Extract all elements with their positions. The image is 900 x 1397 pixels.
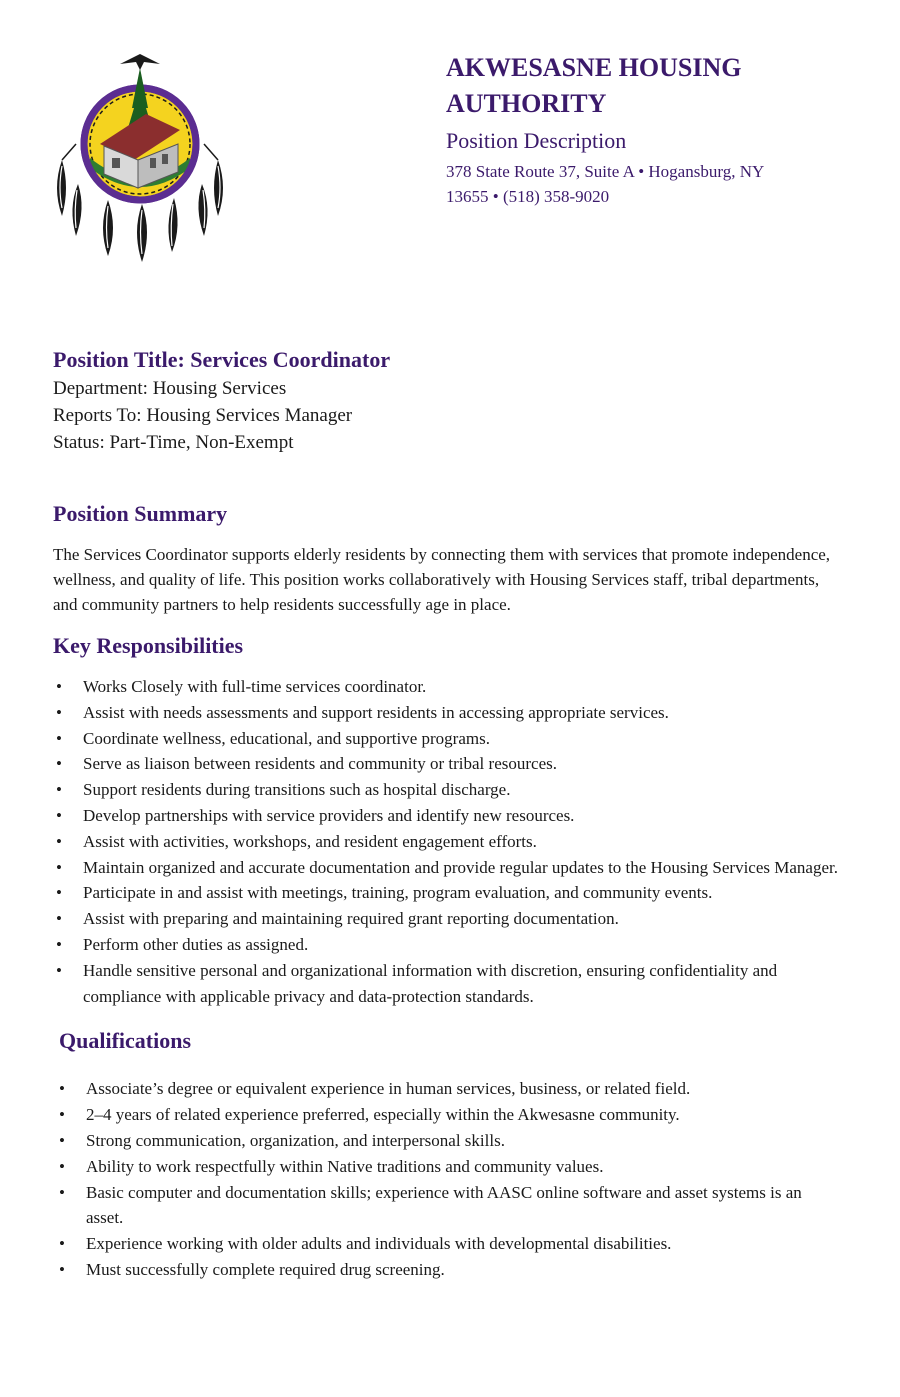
responsibilities-list [53, 674, 843, 1009]
bullet-icon: • [56, 754, 62, 774]
list-item: • Must successfully complete required drug screening. [56, 1257, 843, 1283]
bullet-icon: • [59, 1105, 65, 1125]
bullet-icon: • [56, 728, 62, 748]
reports-to: Reports To: Housing Services Manager [53, 405, 353, 426]
list-item: • Assist with preparing and maintaining required grant reporting documentation. [53, 906, 843, 932]
list-item: • Participate in and assist with meetings, training, program evaluation, and community events. [53, 880, 843, 906]
letterhead [446, 50, 866, 209]
document-body [53, 345, 843, 1283]
status: Status: Part-Time, Non-Exempt [53, 432, 294, 453]
bullet-icon: • [56, 960, 62, 980]
section-heading-responsibilities: Key Responsibilities [53, 633, 244, 658]
list-item: • Associate’s degree or equivalent experience in human services, business, or related field. [56, 1076, 843, 1102]
address-line: 378 State Route 37, Suite A • Hogansburg, NY [446, 162, 765, 181]
summary-text: The Services Coordinator supports elderly residents by connecting them with services that promote independence, wellness, and quality of life. This position works collaboratively with Housing Services staff, tribal departments, and community partners to help residents successfully age in place. [53, 545, 831, 614]
list-item: • Handle sensitive personal and organizational information with discretion, ensuring confidentiality and compliance with applicable privacy and data-protection standards. [53, 958, 843, 1010]
feather-icon [198, 184, 207, 236]
bullet-icon: • [56, 857, 62, 877]
bullet-icon: • [56, 831, 62, 851]
list-item: • Strong communication, organization, and interpersonal skills. [56, 1128, 843, 1154]
department: Department: Housing Services [53, 378, 287, 399]
list-item: • Basic computer and documentation skills; experience with AASC online software and asset systems is an asset. [56, 1180, 843, 1232]
feather-icon [168, 198, 177, 252]
bullet-icon: • [56, 909, 62, 929]
bullet-icon: • [59, 1259, 65, 1279]
list-item: • Assist with needs assessments and support residents in accessing appropriate services. [53, 700, 843, 726]
bullet-icon: • [56, 883, 62, 903]
bullet-icon: • [59, 1156, 65, 1176]
list-item: • Serve as liaison between residents and community or tribal resources. [53, 751, 843, 777]
feather-icon [72, 184, 81, 236]
list-item: • Coordinate wellness, educational, and supportive programs. [53, 726, 843, 752]
list-item: • Support residents during transitions such as hospital discharge. [53, 777, 843, 803]
list-item: • Works Closely with full-time services coordinator. [53, 674, 843, 700]
qualifications-list [56, 1076, 843, 1282]
list-item: • Ability to work respectfully within Native traditions and community values. [56, 1154, 843, 1180]
bullet-icon: • [56, 702, 62, 722]
list-item: • Experience working with older adults and individuals with developmental disabilities. [56, 1231, 843, 1257]
section-heading-summary: Position Summary [53, 501, 228, 526]
organization-name: AKWESASNE HOUSING AUTHORITY [446, 53, 742, 118]
document-type: Position Description [446, 128, 627, 153]
bullet-icon: • [59, 1130, 65, 1150]
bullet-icon: • [59, 1234, 65, 1254]
feather-icon [137, 204, 147, 262]
bullet-icon: • [59, 1079, 65, 1099]
dreamcatcher-house-logo-icon [50, 48, 230, 264]
bullet-icon: • [56, 934, 62, 954]
feather-icon [103, 200, 113, 256]
list-item: • Develop partnerships with service providers and identify new resources. [53, 803, 843, 829]
section-heading-qualifications: Qualifications [59, 1028, 192, 1054]
list-item: • Perform other duties as assigned. [53, 932, 843, 958]
bullet-icon: • [59, 1182, 65, 1202]
list-item: • Maintain organized and accurate documentation and provide regular updates to the Housing Services Manager. [53, 855, 843, 881]
list-item: • 2–4 years of related experience preferred, especially within the Akwesasne community. [56, 1102, 843, 1128]
bullet-icon: • [56, 677, 62, 696]
list-item: • Assist with activities, workshops, and resident engagement efforts. [53, 829, 843, 855]
address-line: 13655 • (518) 358-9020 [446, 187, 610, 206]
bullet-icon: • [56, 805, 62, 825]
position-title: Position Title: Services Coordinator [53, 347, 391, 372]
bullet-icon: • [56, 780, 62, 800]
